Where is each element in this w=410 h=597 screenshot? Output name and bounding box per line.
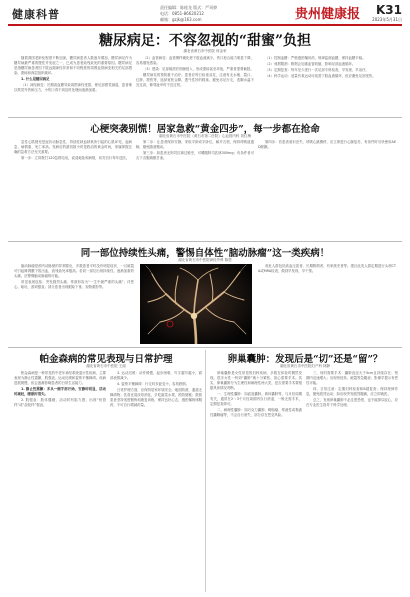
article4-byline: 湖北省黄石市中医院 王丽 xyxy=(86,364,126,368)
section-title: 健康科普 xyxy=(12,8,60,21)
paragraph: 帕金森病是一种常见的中老年神经系统退行性疾病，主要表现为静止性震颤、肌强直、运动迟缓和姿势平衡障碍。疾病进展缓慢，但会逐渐影响患者的日常生活能力。 xyxy=(14,371,106,385)
paragraph: （1）神经病变：长期高血糖导致周围神经受损，使足部感觉减退，患者难以察觉外伤和压力，小伤口得不到及时处理而逐渐加重。 xyxy=(14,83,132,92)
paragraph: 高危人群包括高血压患者、长期吸烟者、有家族史者等。建议此类人群定期进行头颅CTA或MRA检查，做到早发现、早干预。 xyxy=(258,264,396,273)
article1-heading: 1. 什么是糖尿病足 xyxy=(21,77,50,81)
paragraph: （3）感染：足部破溃后细菌侵入，形成溃疡甚至坏疽，严重者需要截肢。 xyxy=(143,67,254,71)
paragraph: （3）定期复查：每年至少进行一次足部专科检查，早发现、早治疗。 xyxy=(265,68,369,72)
article5-col2 xyxy=(306,371,398,591)
paragraph: 第四步：若患者意识丧失、呼吸心跳骤停，应立即进行心肺复苏，有条件时尽快使用AED除颤。 xyxy=(258,140,396,149)
divider xyxy=(8,241,402,242)
newspaper-logo: 贵州健康报 xyxy=(294,7,360,22)
divider xyxy=(8,347,402,348)
column-divider xyxy=(205,350,206,592)
cerebral-vessel-illustration xyxy=(140,264,252,344)
paragraph: 脑动脉瘤是颅内动脉壁的异常膨出，多数患者平时没有明显症状，一旦破裂可引起蛛网膜下腔出血，致残致死率极高。若同一部位出现持续性、逐渐加重的头痛，应警惕脑动脉瘤的可能。 xyxy=(14,264,134,278)
divider xyxy=(8,117,402,118)
paragraph: 一、生理性囊肿：如滤泡囊肿、黄体囊肿等，与月经周期有关，通常在2～3个月经周期内自行消退，一般无需手术，定期复查即可。 xyxy=(210,392,302,406)
paragraph: 第一步：立即拨打120急救电话，说清地址和病情，切勿自行驾车送医。 xyxy=(21,156,130,160)
article4-col2 xyxy=(110,371,202,591)
paragraph: 4. 姿势平衡障碍：行走时步距变小，容易跌倒。 xyxy=(117,382,190,386)
article1-byline: 湖北省黄石市中医院 何金荣 xyxy=(183,49,227,53)
paragraph: （2）血管病变：血管粥样硬化使下肢血流减少，伤口愈合能力明显下降，容易继发感染。 xyxy=(136,56,254,65)
article3-title: 同一部位持续性头痛，警惕自体性“脑动脉瘤”这一类疾病！ xyxy=(80,248,330,259)
article2-title: 心梗突袭别慌！居家急救“黄金四步”，每一步都在抢命 xyxy=(90,124,320,135)
paragraph: 四、日常注意：定期妇科检查和B超复查；保持规律作息，避免剧烈运动；如出现突发剧烈腹痛，应立即就医。 xyxy=(306,387,398,396)
article1-col1 xyxy=(14,56,132,116)
article3-byline: 湖北省黄石市中医院神经外科 陈思 xyxy=(178,258,232,262)
paragraph: 1. 静止性震颤：多从一侧手部开始，安静时明显，活动时减轻，睡眠时消失。 xyxy=(14,387,106,396)
email-line: 邮箱：gzjk@163.com xyxy=(160,17,202,22)
paragraph: （1）控制血糖：严格遵医嘱用药，规律监测血糖，保持血糖平稳。 xyxy=(265,56,366,60)
paragraph: 日常护理方面，应保持居家环境安全，地面防滑，通道无障碍物；饮食宜清淡易消化，多吃蔬菜水果，预防便秘；鼓励患者坚持适度锻炼和康复训练，保持良好心态，遵医嘱规律服药，不可自行增减药量。 xyxy=(110,388,202,407)
paragraph: 急性心肌梗死是冠状动脉急性、持续性缺血缺氧所引起的心肌坏死，起病急、病情重、死亡率高。发病后的最初数小时是救治的黄金时间，家属掌握正确的急救方法至关重要。 xyxy=(14,140,132,154)
article3-col3 xyxy=(258,264,396,344)
paragraph: （4）科学运动：适量有氧运动可改善下肢血液循环，但应避免足部受伤。 xyxy=(265,74,376,78)
editor-line: 责任编辑：陈桂龙 版式：严珂婷 xyxy=(160,5,218,10)
article3-col1 xyxy=(14,264,134,344)
article5-title: 卵巢囊肿：发现后是“切”还是“留”？ xyxy=(227,354,383,365)
paragraph: 糖尿病足的预防重于治疗。患者应每日检查双足，注意有无水疱、裂口、红肿、擦伤等，选择宽松合脚、透气性好的鞋袜，避免赤足行走，洗脚水温不宜过高，修剪趾甲时不宜过短。 xyxy=(136,73,254,87)
paragraph: 三、何时需要手术：囊肿直径大于5cm且持续存在；短期内迅速增大；出现蒂扭转、破裂等急腹症；影像学提示有恶性可能。 xyxy=(306,371,398,385)
paragraph: 常见表现包括：突发剧烈头痛，常被形容为“一生中最严重的头痛”；伴恶心、呕吐、颈项强直；部分患者出现眼睑下垂、视物重影等。 xyxy=(14,280,134,289)
paragraph: 随着我国老龄化程度不断加深，糖尿病患者人数逐年增加，糖尿病足作为糖尿病最严重的慢性并发症之一，已成为患者致残致死的重要原因。糖尿病足是指糖尿病患者因下肢远端神经异常和不同程度的周围血管病变相关的足部感染、溃疡和深层组织破坏。 xyxy=(14,56,132,75)
article1-col3 xyxy=(258,56,396,116)
article2-col1 xyxy=(14,140,132,240)
editor-info xyxy=(160,5,270,23)
paragraph: 3. 运动迟缓：动作缓慢，起步困难，写字越写越小，面部表情减少。 xyxy=(110,371,202,380)
article1-title: 糖尿病足：不容忽视的“甜蜜”负担 xyxy=(98,33,312,49)
article5-col1 xyxy=(210,371,302,591)
article2-col3 xyxy=(258,140,396,240)
paragraph: 2. 肌强直：肢体僵硬，活动时有阻力感，出现“铅管样”或“齿轮样”强直。 xyxy=(14,398,106,407)
article1-col2 xyxy=(136,56,254,116)
article4-title: 帕金森病的常见表现与日常护理 xyxy=(39,354,173,365)
article4-col1 xyxy=(14,371,106,591)
brain-angiography-image xyxy=(140,264,252,344)
article2-byline: 湖北省黄石市中医院（黄石市第二医院）心血管内科 刘红梅 xyxy=(158,134,252,138)
phone-line: 电话：0851-86620212 xyxy=(160,11,204,16)
paragraph: 第二步：让患者保持安静，采取平卧或半卧位，解开衣领，保持呼吸道通畅，避免随意搬动。 xyxy=(136,140,254,149)
paragraph: 总之，发现卵巢囊肿不必过度恐慌，也不能掉以轻心，应在专业医生指导下科学处理。 xyxy=(306,398,398,407)
paragraph: 卵巢囊肿是女性常见的妇科疾病，多数在体检时偶然发现。很多女性一听到“囊肿”就十分紧张，担心需要手术。其实，卵巢囊肿分为生理性和病理性两大类，是否需要手术要根据具体情况判断。 xyxy=(210,371,302,390)
paragraph: （2）戒烟限酒：吸烟会加重血管收缩，影响足部血液循环。 xyxy=(265,62,356,66)
paragraph: 二、病理性囊肿：如巧克力囊肿、畸胎瘤、浆液性或黏液性囊腺瘤等，不会自行消失，部分存在恶变风险。 xyxy=(210,408,302,417)
article2-col2 xyxy=(136,140,254,240)
issue-date: 2023年5月31日 xyxy=(372,17,402,22)
article5-byline: 湖北省黄石市中医院妇产科 林静 xyxy=(279,364,331,368)
paragraph: 第三步：如患者无阿司匹林过敏史，可嚼服阿司匹林300mg；有条件者可舌下含服硝酸甘油。 xyxy=(136,151,254,160)
page-number: K31 xyxy=(376,3,402,17)
header-rule xyxy=(8,24,402,26)
